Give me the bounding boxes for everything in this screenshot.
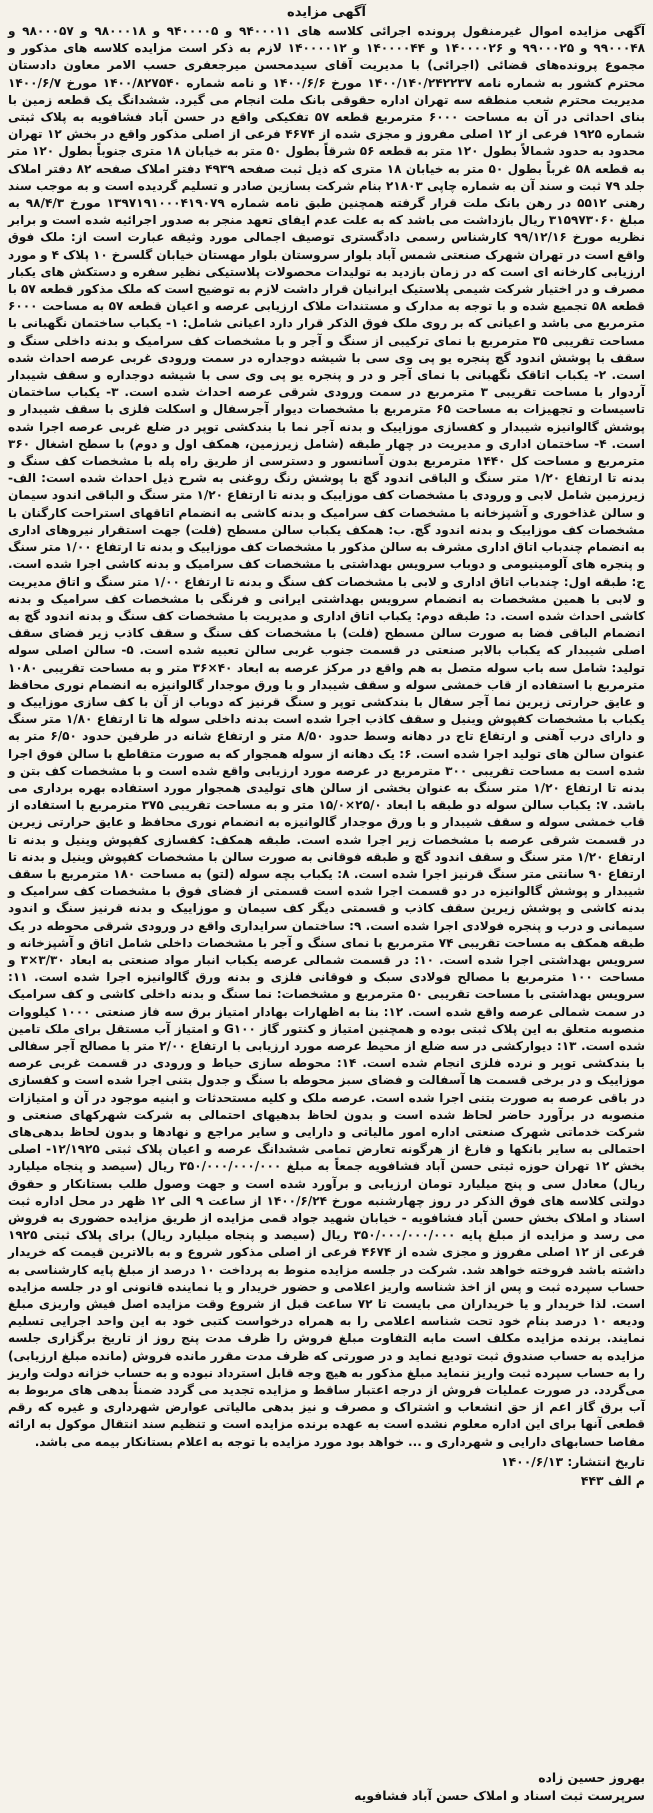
notice-code: م الف ۴۴۳: [580, 1472, 645, 1488]
signer-title: سرپرست ثبت اسناد و املاک حسن آباد فشافویه: [354, 1788, 645, 1803]
notice-title: آگهی مزایده: [287, 5, 366, 20]
signer-name: بهروز حسین زاده: [538, 1770, 645, 1785]
notice-body: آگهی مزایده اموال غیرمنقول پرونده اجرائی کلاسه های ۹۴۰۰۰۱۱ و ۹۴۰۰۰۰۵ و ۹۸۰۰۰۱۸ و ۹۸۰۰۰۵۷ و ۹۹۰۰۰۴۸ و ۹۹۰۰۰۲۵ و ۱۴۰۰۰۰۲۶ و ۱۴۰۰۰۰۴۴ و ۱۴۰۰۰۰۱۲ لازم به ذکر است مزایده کلاسه های مذکور و مجموع پرونده‌های قضائی (اجرائی) با مدیریت آقای سیدمحسن میرجعفری حسب الامر معاون دادستان محترم کشور به شماره نامه ۱۴۰۰/۱۴۰/۲۴۲۲۳۷ مورخ ۱۴۰۰/۶/۶ و نامه شماره ۱۴۰۰/۸۲۷۵۴۰ مورخ ۱۴۰۰/۶/۷ مدیریت محترم شعب منطقه سه تهران اداره حقوقی بانک ملت انجام می گیرد. ششدانگ یک قطعه زمین با بنای احداثی در آن به مساحت ۶۰۰۰ مترمربع قطعه ۵۷ تفکیکی واقع در حسن آباد فشافویه به پلاک ثبتی شماره ۱۹۲۵ فرعی از ۱۲ اصلی مفروز و مجزی شده از ۴۶۷۴ فرعی از اصلی مذکور واقع در بخش ۱۲ تهران محدود به حدود شمالاً بطول ۱۲۰ متر به قطعه ۵۶ شرقاً بطول ۵۰ متر به خیابان ۱۸ متری جنوباً بطول ۱۲۰ متر به قطعه ۵۸ غرباً بطول ۵۰ متر به خیابان ۱۸ متری که ذیل ثبت صفحه ۴۹۳۹ دفتر املاک صفحه ۸۲ دفتر املاک جلد ۷۹ ثبت و سند آن به شماره چاپی ۲۱۸۰۳ بنام شرکت بسازین صادر و تسلیم گردیده است و به موجب سند رهنی ۵۵۱۲ در رهن بانک ملت قرار گرفته همچنین طبق نامه شماره ۱۳۹۷۱۹۱۰۰۰۴۱۹۰۷۹ مورخ ۹۸/۴/۳ به مبلغ ۳۱۵۹۷۳۰۶۰ ریال بازداشت می باشد که به علت عدم ایفای تعهد منجر به صدور اجرائیه شده است و برابر نظریه مورخ ۹۹/۱۲/۱۶ کارشناس رسمی دادگستری توصیف اجمالی مورد وثیقه عبارت است از: ملک فوق واقع است در تهران شهرک صنعتی شمس آباد بلوار سروستان بلوار مهستان خیابان گلسرخ ۱۰ پلاک ۴ و مورد ارزیابی کارخانه ای است که در زمان بازدید به تولیدات محصولات پلاستیکی نظیر سفره و دستکش های یکبار مصرف و در اختیار شرکت شیمی پلاستیک ایرانیان قرار داشت لازم به توضیح است که ملک مذکور قطعه ۵۷ با قطعه ۵۸ تجمیع شده و با توجه به مدارک و مستندات ملاک ارزیابی عرصه و اعیان قطعه ۵۷ به مساحت ۶۰۰۰ مترمربع می باشد و اعیانی که بر روی ملک فوق الذکر قرار دارد اعیانی شامل: ۱- یکباب ساختمان نگهبانی با مساحت تقریبی ۳۵ مترمربع با نمای ترکیبی از سنگ و آجر و با مشخصات کف سرامیک و بدنه داخلی سنگ و سقف با پوشش اندود گچ پنجره یو پی وی سی با شیشه دوجداره در سمت ورودی غربی عرصه احداث شده است. ۲- یکباب اتاقک نگهبانی با نمای آجر و در و پنجره یو پی وی سی با شیشه دوجداره و سقف شیبدار آردوار با مساحت تقریبی ۳ مترمربع در سمت ورودی شرقی عرصه احداث شده است. ۳- یکباب ساختمان تاسیسات و تجهیزات به مساحت ۶۵ مترمربع با مشخصات دیوار آجرسفال و اسکلت فلزی با سقف شیبدار و پوشش گالوانیزه شیبدار و کفسازی موزاییک و بدنه آجر نما با بندکشی توپر در ضلع غربی عرصه اجرا شده است. ۴- ساختمان اداری و مدیریت در چهار طبقه (شامل زیرزمین، همکف اول و دوم) با سطح اشغال ۳۶۰ مترمربع و مساحت کل ۱۴۴۰ مترمربع بدون آسانسور و دسترسی از طریق راه پله با مشخصات کف سنگ و بدنه تا ارتفاع ۱/۲۰ متر سنگ و الباقی اندود گچ با پوشش رنگ روغنی به شرح ذیل احداث شده است: الف- زیرزمین شامل لابی و ورودی با مشخصات کف موزاییک و بدنه تا ارتفاع ۱/۲۰ متر سنگ و الباقی اندود سیمان و سالن غذاخوری و آشپزخانه با مشخصات کف سرامیک و بدنه کاشی به انضمام اتاقهای استراحت کارگنان با مشخصات کف موزاییک و بدنه اندود گچ. ب: همکف یکباب سالن مسطح (فلت) جهت استقرار نیروهای اداری به انضمام چندباب اتاق اداری مشرف به سالن مذکور با مشخصات کف موزاییک و بدنه تا ارتفاع ۱/۰۰ متر سنگ و پنجره های آلومینیومی و دوباب سرویس بهداشتی با مشخصات کف سرامیک و بدنه کاشی اجرا شده است. ج: طبقه اول: چندباب اتاق اداری و لابی با مشخصات کف سنگ و بدنه تا ارتفاع ۱/۰۰ متر سنگ و اتاق مدیریت و لابی با همین مشخصات به انضمام سرویس بهداشتی ایرانی و فرنگی با مشخصات کف سرامیک و بدنه کاشی احداث شده است. د: طبقه دوم: یکباب اتاق اداری و مدیریت با مشخصات کف سنگ و بدنه اندود گچ به انضمام الباقی فضا به صورت سالن مسطح (فلت) با مشخصات کف سنگ و سقف کاذب زیر فضای سقف اصلی شیبدار که یکباب بالابر صنعتی در قسمت جنوب غربی سالن تعبیه شده است. ۵- سالن اصلی سوله تولید: شامل سه باب سوله متصل به هم واقع در مرکز عرصه به ابعاد ۴۰×۳۶ متر و به مساحت تقریبی ۱۰۸۰ مترمربع با استفاده از قاب خمشی سوله و سقف شیبدار و با ورق موجدار گالوانیزه به انضمام نوری محافظ و عایق حرارتی زیرین نما آجر سفال با بندکشی توپر و سنگ قرنیز که دوباب از آن با کف سازی موزاییک و یکباب با مشخصات کفپوش وینیل و سقف کاذب اجرا شده است بدنه داخلی سوله ها تا ارتفاع ۱/۸۰ متر سنگ و دارای درب آهنی و ارتفاع تاج در دهانه وسط حدود ۸/۵۰ متر و ارتفاع شانه در طرفین حدود ۶/۵۰ متر به عنوان سالن های تولید اجرا شده است. ۶: یک دهانه از سوله همجوار که به صورت متقاطع با سالن فوق اجرا شده است به مساحت تقریبی ۳۰۰ مترمربع در عرصه مورد ارزیابی واقع شده است و با مشخصات کف بتن و بدنه تا ارتفاع ۱/۲۰ متر سنگ به عنوان بخشی از سالن های تولیدی همجوار مورد استفاده بهره برداری می باشد. ۷: یکباب سالن سوله دو طبقه با ابعاد ۲۵/۰×۱۵/۰ متر و به مساحت تقریبی ۳۷۵ مترمربع با استفاده از قاب خمشی سوله و سقف شیبدار و با ورق موجدار گالوانیزه به انضمام نوری محافظ و عایق حرارتی زیرین در قسمت شرقی عرصه با مشخصات زیر اجرا شده است. طبقه همکف: کفسازی کفپوش وینیل و بدنه تا ارتفاع ۱/۲۰ متر سنگ و سقف اندود گچ و طبقه فوقانی به صورت سالن با مشخصات کفپوش وینیل و بدنه تا ارتفاع ۹۰ سانتی متر سنگ قرنیز اجرا شده است. ۸: یکباب بچه سوله (لتو) به مساحت ۱۸۰ مترمربع با سقف شیبدار و پوشش گالوانیزه در دو قسمت اجرا شده است قسمتی از فضای فوق با مشخصات کف سرامیک و بدنه کاشی و پوشش زیرین سقف کاذب و قسمتی دیگر کف سیمان و موزاییک و بدنه قرنیز سنگ و اندود سیمانی و درب و پنجره فولادی اجرا شده است. ۹: ساختمان سرایداری واقع در ورودی شرقی محوطه در یک طبقه همکف به مساحت تقریبی ۷۴ مترمربع با نمای سنگ و آجر با مشخصات داخلی شامل اتاق و آشپزخانه و سرویس بهداشتی اجرا شده است. ۱۰: در قسمت شمالی عرصه یکباب انبار مواد صنعتی به ابعاد ۳/۳۰×۳ و مساحت ۱۰۰ مترمربع با مصالح فولادی سبک و فوقانی فلزی و بدنه ورق گالوانیزه اجرا شده است. ۱۱: سرویس بهداشتی با مساحت تقریبی ۵۰ مترمربع و مشخصات: نما سنگ و بدنه داخلی کاشی و کف سرامیک در سمت شمالی عرصه واقع شده است. ۱۲: بنا به اظهارات بهادار امتیاز برق سه فاز صنعتی ۱۰۰۰ کیلووات منصوبه متعلق به این پلاک ثبتی بوده و همچنین امتیاز و کنتور گاز G۱۰۰ و امتیاز آب مستقل برای ملک تامین شده است. ۱۳: دیوارکشی در سه ضلع از محیط عرصه مورد ارزیابی با ارتفاع ۲/۰۰ متر با مصالح آجر سفالی با بندکشی توپر و نرده فلزی انجام شده است. ۱۴: محوطه سازی حیاط و ورودی در قسمت غربی عرصه موزاییک و در برخی قسمت ها آسفالت و فضای سبز محوطه با سنگ و جدول بتنی اجرا شده است و کفسازی در باقی عرصه به صورت بتنی اجرا شده است. عرصه ملک و کلیه مستحدثات و ابنیه موجود در آن و امتیازات منصوبه در برآورد حاضر لحاظ شده است و بدون لحاظ بدهیهای احتمالی به شرکت شهرکهای صنعتی و شرکت خدماتی شهرک صنعتی اداره امور مالیاتی و دارایی و سایر مراجع و نهادها و بدون لحاظ بدهی‌های احتمالی به سایر بانکها و فارغ از هرگونه تعارض تمامی ششدانگ عرصه و اعیان پلاک ثبتی ۱۲/۱۹۲۵- اصلی بخش ۱۲ تهران حوزه ثبتی حسن آباد فشافویه جمعاً به مبلغ ۳۵۰/۰۰۰/۰۰۰/۰۰۰ ریال (سیصد و پنجاه میلیارد ریال) معادل سی و پنج میلیارد تومان ارزیابی و برآورد شده است و جهت وصول طلب بستانکار و حقوق دولتی کلاسه های فوق الذکر در روز چهارشنبه مورخ ۱۴۰۰/۶/۲۴ از ساعت ۹ الی ۱۲ ظهر در محل اداره ثبت اسناد و املاک بخش حسن آباد فشافویه - خیابان شهید جواد قمی مزایده از طریق مزایده حضوری به فروش می رسد و مزایده از مبلغ پایه ۳۵۰/۰۰۰/۰۰۰/۰۰۰ ریال (سیصد و پنجاه میلیارد ریال) برای پلاک ثبتی ۱۹۲۵ فرعی از ۱۲ اصلی مفروز و مجزی شده از ۴۶۷۴ فرعی از اصلی مذکور شروع و به بالاترین قیمت که خریدار داشته باشد فروخته خواهد شد. شرکت در جلسه مزایده منوط به پرداخت ۱۰ درصد از مبلغ پایه کارشناسی به حساب سپرده ثبت و پس از اخذ شناسه واریز اعلامی و حضور خریدار و یا نماینده قانونی او در جلسه مزایده است. لذا خریدار و یا خریداران می بایست تا ۷۲ ساعت قبل از شروع وقت مزایده اصل فیش واریزی مبلغ ودیعه ۱۰ درصد بنام خود تحت شناسه اعلامی را به همراه درخواست کتبی خود به این واحد اجرایی تسلیم نمایند. برنده مزایده مکلف است مابه التفاوت مبلغ فروش را ظرف مدت پنج روز از تاریخ برگزاری جلسه مزایده به حساب صندوق ثبت تودیع نماید و در صورتی که ظرف مدت مقرر مانده فروش (مانده مبلغ ارزیابی) را به حساب سپرده ثبت واریز ننماید مبلغ مذکور به هیچ وجه قابل استرداد نبوده و به حساب خزانه دولت واریز می‌گردد. در صورت عملیات فروش از درجه اعتبار ساقط و مزایده تجدید می گردد ضمناً بدهی های مربوط به آب برق گاز اعم از حق انشعاب و اشتراک و مصرف و نیز بدهی مالیاتی عوارض شهرداری و غیره که رقم قطعی آنها برای این اداره معلوم نشده است به عهده برنده مزایده است و تنظیم سند انتقال موکول به ارائه مفاصا حسابهای دارایی و شهرداری و ... خواهد بود مورد مزایده با توجه به اعلام بستانکار بیمه می باشد.: [8, 24, 646, 1449]
publish-date: تاریخ انتشار: ۱۴۰۰/۶/۱۳: [501, 1453, 645, 1469]
signature-block: [0, 1769, 653, 1805]
